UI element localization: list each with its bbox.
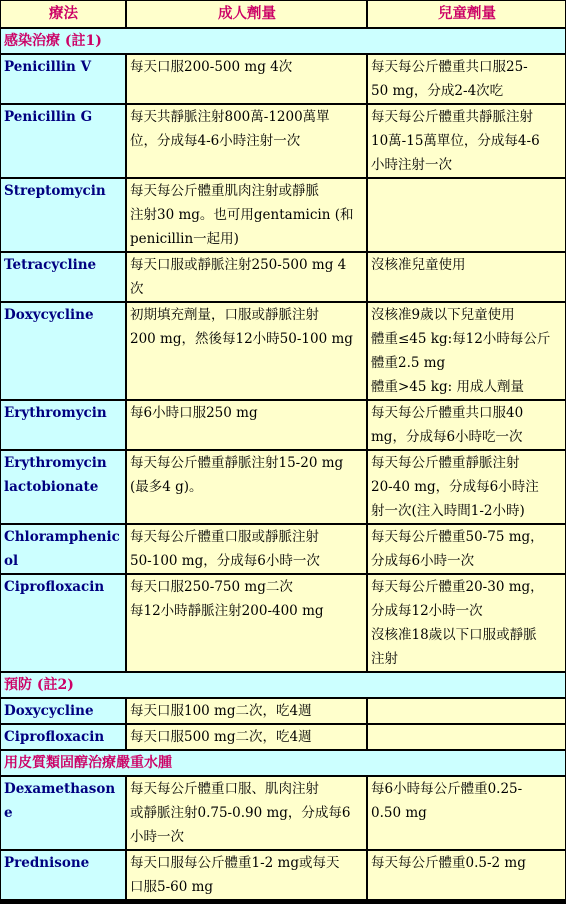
cell-line: 每天每公斤體重靜脈注射 bbox=[371, 455, 520, 471]
cell-line: 次 bbox=[130, 281, 144, 297]
cell-line: 每6小時口服250 mg bbox=[130, 405, 258, 421]
table-row bbox=[0, 698, 566, 724]
drug-name: Penicillin V bbox=[0, 54, 126, 104]
cell-line: 每天口服或靜脈注射250-500 mg 4 bbox=[130, 257, 347, 273]
cell-line: 注射30 mg。也可用gentamicin (和 bbox=[130, 207, 354, 223]
adult-dose bbox=[126, 850, 367, 900]
cell-line: 每天口服500 mg二次，吃4週 bbox=[130, 729, 312, 745]
adult-dose bbox=[126, 724, 367, 750]
table-row bbox=[0, 104, 566, 178]
child-dose bbox=[367, 252, 566, 302]
table-row bbox=[0, 724, 566, 750]
table-row bbox=[0, 54, 566, 104]
table-row bbox=[0, 252, 566, 302]
header-row bbox=[0, 0, 566, 28]
cell-line: 小時注射一次 bbox=[371, 157, 452, 173]
drug-name: Penicillin G bbox=[0, 104, 126, 178]
table-body bbox=[0, 28, 566, 900]
drug-name bbox=[0, 450, 126, 524]
cell-line: 每天每公斤體重共口服40 bbox=[371, 405, 524, 421]
adult-dose bbox=[126, 178, 367, 252]
drug-name: Doxycycline bbox=[0, 698, 126, 724]
adult-dose bbox=[126, 574, 367, 672]
cell-line: 每天每公斤體重20-30 mg， bbox=[371, 579, 544, 595]
table-row bbox=[0, 776, 566, 850]
child-dose bbox=[367, 850, 566, 900]
cell-line: mg，分成每6小時吃一次 bbox=[371, 429, 523, 445]
child-dose bbox=[367, 104, 566, 178]
cell-line: 分成每6小時一次 bbox=[371, 553, 475, 569]
adult-dose bbox=[126, 104, 367, 178]
cell-line: 每12小時靜脈注射200-400 mg bbox=[130, 603, 324, 619]
table-row bbox=[0, 524, 566, 574]
cell-line: penicillin一起用) bbox=[130, 231, 239, 247]
adult-dose bbox=[126, 698, 367, 724]
table-row bbox=[0, 574, 566, 672]
cell-line: 0.50 mg bbox=[371, 805, 427, 821]
cell-line: 10萬-15萬單位，分成每4-6 bbox=[371, 133, 540, 149]
child-dose bbox=[367, 54, 566, 104]
adult-dose bbox=[126, 776, 367, 850]
cell-line: 每天口服100 mg二次，吃4週 bbox=[130, 703, 312, 719]
cell-line: 體重≤45 kg:每12小時每公斤 bbox=[371, 331, 551, 347]
header-adult-dose: 成人劑量 bbox=[126, 0, 367, 28]
child-dose bbox=[367, 776, 566, 850]
section-title: 預防 (註2) bbox=[0, 672, 566, 698]
cell-line: 沒核准18歲以下口服或靜脈 bbox=[371, 627, 537, 643]
table-row bbox=[0, 302, 566, 400]
section-title: 感染治療 (註1) bbox=[0, 28, 566, 54]
drug-name: Doxycycline bbox=[0, 302, 126, 400]
cell-line: 每天每公斤體重靜脈注射15-20 mg bbox=[130, 455, 344, 471]
adult-dose bbox=[126, 450, 367, 524]
cell-line: 沒核准9歲以下兒童使用 bbox=[371, 307, 515, 323]
cell-line: 每天口服250-750 mg二次 bbox=[130, 579, 293, 595]
cell-line: 每天共靜脈注射800萬-1200萬單 bbox=[130, 109, 330, 125]
section-row bbox=[0, 750, 566, 776]
adult-dose bbox=[126, 252, 367, 302]
cell-line: 體重2.5 mg bbox=[371, 355, 446, 371]
cell-line: 200 mg，然後每12小時50-100 mg bbox=[130, 331, 353, 347]
table-row bbox=[0, 178, 566, 252]
drug-name: Chloramphenicol bbox=[0, 524, 126, 574]
cell-line: 沒核准兒童使用 bbox=[371, 257, 466, 273]
section-row bbox=[0, 672, 566, 698]
child-dose bbox=[367, 698, 566, 724]
cell-line: 20-40 mg，分成每6小時注 bbox=[371, 479, 539, 495]
drug-name: Prednisone bbox=[0, 850, 126, 900]
adult-dose bbox=[126, 302, 367, 400]
header-child-dose: 兒童劑量 bbox=[367, 0, 566, 28]
cell-line: 每天每公斤體重口服或靜脈注射 bbox=[130, 529, 319, 545]
adult-dose bbox=[126, 400, 367, 450]
cell-line: 50-100 mg，分成每6小時一次 bbox=[130, 553, 320, 569]
cell-line: 射一次(注入時間1-2小時) bbox=[371, 503, 525, 519]
section-row bbox=[0, 28, 566, 54]
cell-line: 每天每公斤體重肌肉注射或靜脈 bbox=[130, 183, 319, 199]
cell-line: (最多4 g)。 bbox=[130, 479, 203, 495]
adult-dose bbox=[126, 524, 367, 574]
cell-line: 或靜脈注射0.75-0.90 mg，分成每6 bbox=[130, 805, 351, 821]
cell-line: 初期填充劑量，口服或靜脈注射 bbox=[130, 307, 319, 323]
cell-line: 每天每公斤體重共靜脈注射 bbox=[371, 109, 533, 125]
child-dose bbox=[367, 400, 566, 450]
child-dose bbox=[367, 524, 566, 574]
table-row bbox=[0, 450, 566, 524]
child-dose bbox=[367, 574, 566, 672]
cell-line: lactobionate bbox=[4, 479, 99, 495]
cell-line: 小時一次 bbox=[130, 829, 184, 845]
drug-name: Ciprofloxacin bbox=[0, 724, 126, 750]
adult-dose bbox=[126, 54, 367, 104]
cell-line: 每天每公斤體重口服、肌肉注射 bbox=[130, 781, 319, 797]
section-title: 用皮質類固醇治療嚴重水腫 bbox=[0, 750, 566, 776]
cell-line: 口服5-60 mg bbox=[130, 879, 214, 895]
header-therapy: 療法 bbox=[0, 0, 126, 28]
drug-name: Erythromycin bbox=[0, 400, 126, 450]
cell-line: 每6小時每公斤體重0.25- bbox=[371, 781, 523, 797]
cell-line: 每天每公斤體重0.5-2 mg bbox=[371, 855, 526, 871]
child-dose bbox=[367, 178, 566, 252]
cell-line: 位，分成每4-6小時注射一次 bbox=[130, 133, 301, 149]
cell-line: Erythromycin bbox=[4, 455, 107, 471]
cell-line: 每天口服每公斤體重1-2 mg或每天 bbox=[130, 855, 340, 871]
cell-line: 50 mg，分成2-4次吃 bbox=[371, 83, 504, 99]
table-row bbox=[0, 850, 566, 900]
cell-line: 每天每公斤體重50-75 mg， bbox=[371, 529, 544, 545]
child-dose bbox=[367, 302, 566, 400]
drug-name: Dexamethasone bbox=[0, 776, 126, 850]
cell-line: 注射 bbox=[371, 651, 398, 667]
cell-line: 每天每公斤體重共口服25- bbox=[371, 59, 528, 75]
cell-line: 每天口服200-500 mg 4次 bbox=[130, 59, 293, 75]
child-dose bbox=[367, 450, 566, 524]
child-dose bbox=[367, 724, 566, 750]
drug-name: Streptomycin bbox=[0, 178, 126, 252]
cell-line: 分成每12小時一次 bbox=[371, 603, 483, 619]
drug-name: Ciprofloxacin bbox=[0, 574, 126, 672]
table-row bbox=[0, 400, 566, 450]
cell-line: 體重>45 kg: 用成人劑量 bbox=[371, 379, 524, 395]
drug-name: Tetracycline bbox=[0, 252, 126, 302]
